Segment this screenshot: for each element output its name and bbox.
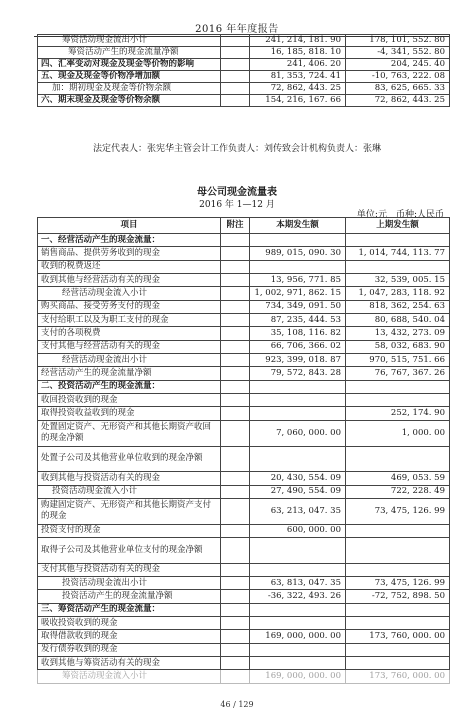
row-previous-amount: 32, 539, 005. 15 (346, 274, 450, 287)
row-label: 处置子公司及其他营业单位收到的现金净额 (38, 446, 221, 472)
table-row (38, 446, 450, 472)
row-previous-amount: 76, 767, 367. 26 (346, 367, 450, 380)
row-previous-amount (346, 260, 450, 273)
table-row (38, 563, 450, 576)
row-note (221, 446, 250, 472)
row-previous-amount: 252, 174. 90 (346, 407, 450, 420)
row-previous-amount: 173, 760, 000. 00 (346, 670, 450, 683)
row-current-amount: 87, 235, 444. 53 (250, 314, 346, 327)
table-row (38, 247, 450, 260)
table-row (38, 47, 450, 59)
table-row (38, 537, 450, 563)
row-previous-amount (346, 446, 450, 472)
table-row (38, 616, 450, 629)
row-label: 收到其他与投资活动有关的现金 (38, 472, 221, 485)
table-row (38, 340, 450, 353)
row-previous-amount: 970, 515, 751. 66 (346, 354, 450, 367)
row-current-amount: 600, 000. 00 (250, 524, 346, 537)
row-previous-amount: 58, 032, 683. 90 (346, 340, 450, 353)
row-current-amount (250, 234, 346, 247)
row-previous-amount: 818, 362, 254. 63 (346, 300, 450, 313)
row-label: 支付其他与投资活动有关的现金 (38, 563, 221, 576)
row-previous-amount: 204, 245. 40 (346, 59, 450, 71)
row-previous-amount: -10, 763, 222. 08 (346, 71, 450, 83)
row-previous-amount (346, 234, 450, 247)
row-note (221, 234, 250, 247)
page-number: 46 / 129 (220, 700, 254, 709)
continued-cashflow-table (37, 34, 450, 107)
row-note (221, 327, 250, 340)
table-row (38, 576, 450, 589)
row-current-amount: 241, 214, 181. 90 (250, 35, 346, 47)
row-current-amount: 35, 108, 116. 82 (250, 327, 346, 340)
row-previous-amount (346, 394, 450, 407)
row-label: 收回投资收到的现金 (38, 394, 221, 407)
row-note (221, 247, 250, 260)
table-row (38, 314, 450, 327)
row-note (221, 643, 250, 656)
row-label: 销售商品、提供劳务收到的现金 (38, 247, 221, 260)
row-current-amount (250, 260, 346, 273)
parent-cashflow-statement-table (37, 217, 450, 684)
row-label: 支付给职工以及为职工支付的现金 (38, 314, 221, 327)
row-note (221, 380, 250, 393)
row-label: 四、汇率变动对现金及现金等价物的影响 (38, 59, 221, 71)
row-current-amount: 1, 002, 971, 862. 15 (250, 287, 346, 300)
table-row (38, 327, 450, 340)
row-label: 经营活动现金流入小计 (38, 287, 221, 300)
row-label: 筹资活动现金流出小计 (38, 35, 221, 47)
row-note (221, 340, 250, 353)
table-row (38, 485, 450, 498)
table-row (38, 260, 450, 273)
row-previous-amount: 13, 432, 273. 09 (346, 327, 450, 340)
row-current-amount (250, 657, 346, 670)
row-previous-amount: 73, 475, 126. 99 (346, 498, 450, 524)
row-label: 筹资活动现金流入小计 (38, 670, 221, 683)
table-row (38, 71, 450, 83)
row-current-amount: 241, 406. 20 (250, 59, 346, 71)
row-current-amount (250, 603, 346, 616)
row-note (221, 537, 250, 563)
row-current-amount: 27, 490, 554. 09 (250, 485, 346, 498)
table-row (38, 95, 450, 107)
row-note (221, 83, 250, 95)
row-current-amount (250, 380, 346, 393)
row-note (221, 670, 250, 683)
table-row (38, 300, 450, 313)
row-label: 发行债券收到的现金 (38, 643, 221, 656)
table-row (38, 234, 450, 247)
row-label: 筹资活动产生的现金流量净额 (38, 47, 221, 59)
row-label: 收到其他与筹资活动有关的现金 (38, 657, 221, 670)
signature-line: 法定代表人：张宪华主管会计工作负责人：刘传致会计机构负责人：张琳 (92, 144, 381, 154)
row-note (221, 630, 250, 643)
row-previous-amount (346, 380, 450, 393)
row-previous-amount (346, 616, 450, 629)
row-previous-amount (346, 537, 450, 563)
row-previous-amount (346, 657, 450, 670)
row-note (221, 576, 250, 589)
row-label: 购买商品、接受劳务支付的现金 (38, 300, 221, 313)
row-previous-amount: 173, 760, 000. 00 (346, 630, 450, 643)
row-label: 二、投资活动产生的现金流量： (38, 380, 221, 393)
row-note (221, 287, 250, 300)
row-label: 五、现金及现金等价物净增加额 (38, 71, 221, 83)
row-note (221, 590, 250, 603)
table-row (38, 367, 450, 380)
row-note (221, 367, 250, 380)
row-label: 取得投资收益收到的现金 (38, 407, 221, 420)
table-row (38, 498, 450, 524)
row-current-amount (250, 616, 346, 629)
row-note (221, 47, 250, 59)
row-label: 加：期初现金及现金等价物余额 (38, 83, 221, 95)
row-current-amount: -36, 322, 493. 26 (250, 590, 346, 603)
row-previous-amount: 469, 053. 59 (346, 472, 450, 485)
row-note (221, 485, 250, 498)
row-previous-amount: -4, 341, 552. 80 (346, 47, 450, 59)
row-current-amount (250, 643, 346, 656)
table-row (38, 35, 450, 47)
table-header-row (38, 218, 450, 234)
row-current-amount: 63, 813, 047. 35 (250, 576, 346, 589)
row-current-amount: 7, 060, 000. 00 (250, 420, 346, 446)
row-label: 投资活动产生的现金流量净额 (38, 590, 221, 603)
table-row (38, 630, 450, 643)
row-label: 支付的各项税费 (38, 327, 221, 340)
column-header-previous: 上期发生额 (346, 218, 450, 234)
table-row (38, 274, 450, 287)
column-header-item: 项目 (38, 218, 221, 234)
row-previous-amount (346, 563, 450, 576)
table-row (38, 643, 450, 656)
row-note (221, 274, 250, 287)
row-label: 投资活动现金流入小计 (38, 485, 221, 498)
row-label: 经营活动产生的现金流量净额 (38, 367, 221, 380)
row-label: 一、经营活动产生的现金流量： (38, 234, 221, 247)
row-note (221, 354, 250, 367)
row-label: 吸收投资收到的现金 (38, 616, 221, 629)
row-previous-amount (346, 524, 450, 537)
row-label: 支付其他与经营活动有关的现金 (38, 340, 221, 353)
table-row (38, 657, 450, 670)
row-note (221, 524, 250, 537)
row-current-amount: 154, 216, 167. 66 (250, 95, 346, 107)
statement-period: 2016 年 1—12 月 (199, 200, 275, 210)
table-row (38, 59, 450, 71)
report-header-title: 2016 年年度报告 (195, 24, 279, 35)
table-row (38, 590, 450, 603)
table-row (38, 380, 450, 393)
row-note (221, 420, 250, 446)
row-previous-amount: 722, 228. 49 (346, 485, 450, 498)
table-row (38, 83, 450, 95)
row-current-amount (250, 394, 346, 407)
row-current-amount: 13, 956, 771. 85 (250, 274, 346, 287)
row-current-amount (250, 537, 346, 563)
row-label: 取得借款收到的现金 (38, 630, 221, 643)
column-header-note: 附注 (221, 218, 250, 234)
table-row (38, 670, 450, 683)
row-note (221, 71, 250, 83)
row-previous-amount: 72, 862, 443. 25 (346, 95, 450, 107)
row-note (221, 95, 250, 107)
row-current-amount: 923, 399, 018. 87 (250, 354, 346, 367)
row-previous-amount: 80, 688, 540. 04 (346, 314, 450, 327)
row-previous-amount: 1, 047, 283, 118. 92 (346, 287, 450, 300)
row-current-amount: 169, 000, 000. 00 (250, 630, 346, 643)
column-header-current: 本期发生额 (250, 218, 346, 234)
row-note (221, 394, 250, 407)
row-current-amount: 16, 185, 818. 10 (250, 47, 346, 59)
row-note (221, 35, 250, 47)
row-note (221, 260, 250, 273)
row-label: 购建固定资产、无形资产和其他长期资产支付的现金 (38, 498, 221, 524)
row-label: 三、筹资活动产生的现金流量： (38, 603, 221, 616)
row-label: 收到的税费返还 (38, 260, 221, 273)
row-current-amount: 169, 000, 000. 00 (250, 670, 346, 683)
row-note (221, 59, 250, 71)
row-previous-amount: 1, 000. 00 (346, 420, 450, 446)
row-note (221, 603, 250, 616)
row-previous-amount: 1, 014, 744, 113. 77 (346, 247, 450, 260)
table-row (38, 354, 450, 367)
row-label: 处置固定资产、无形资产和其他长期资产收回的现金净额 (38, 420, 221, 446)
row-previous-amount: 73, 475, 126. 99 (346, 576, 450, 589)
table-row (38, 524, 450, 537)
row-note (221, 616, 250, 629)
table-row (38, 420, 450, 446)
row-note (221, 300, 250, 313)
table-row (38, 287, 450, 300)
row-current-amount: 81, 353, 724. 41 (250, 71, 346, 83)
row-current-amount: 72, 862, 443. 25 (250, 83, 346, 95)
table-row (38, 603, 450, 616)
row-previous-amount (346, 603, 450, 616)
currency-unit-note: 单位:元 币种:人民币 (356, 210, 444, 220)
row-note (221, 563, 250, 576)
row-current-amount (250, 407, 346, 420)
statement-title: 母公司现金流量表 (197, 187, 277, 198)
row-current-amount: 79, 572, 843. 28 (250, 367, 346, 380)
table-row (38, 407, 450, 420)
row-previous-amount: 83, 625, 665. 33 (346, 83, 450, 95)
row-label: 经营活动现金流出小计 (38, 354, 221, 367)
row-label: 收到其他与经营活动有关的现金 (38, 274, 221, 287)
table-row (38, 472, 450, 485)
row-previous-amount: 178, 101, 552. 80 (346, 35, 450, 47)
row-note (221, 314, 250, 327)
row-previous-amount: -72, 752, 898. 50 (346, 590, 450, 603)
row-current-amount (250, 563, 346, 576)
row-label: 六、期末现金及现金等价物余额 (38, 95, 221, 107)
row-current-amount: 66, 706, 366. 02 (250, 340, 346, 353)
row-current-amount: 20, 430, 554. 09 (250, 472, 346, 485)
row-current-amount: 734, 349, 091. 50 (250, 300, 346, 313)
row-current-amount (250, 446, 346, 472)
row-label: 取得子公司及其他营业单位支付的现金净额 (38, 537, 221, 563)
row-note (221, 498, 250, 524)
row-note (221, 407, 250, 420)
row-note (221, 657, 250, 670)
table-row (38, 394, 450, 407)
row-label: 投资活动现金流出小计 (38, 576, 221, 589)
row-current-amount: 63, 213, 047. 35 (250, 498, 346, 524)
row-previous-amount (346, 643, 450, 656)
row-label: 投资支付的现金 (38, 524, 221, 537)
row-note (221, 472, 250, 485)
row-current-amount: 989, 015, 090. 30 (250, 247, 346, 260)
